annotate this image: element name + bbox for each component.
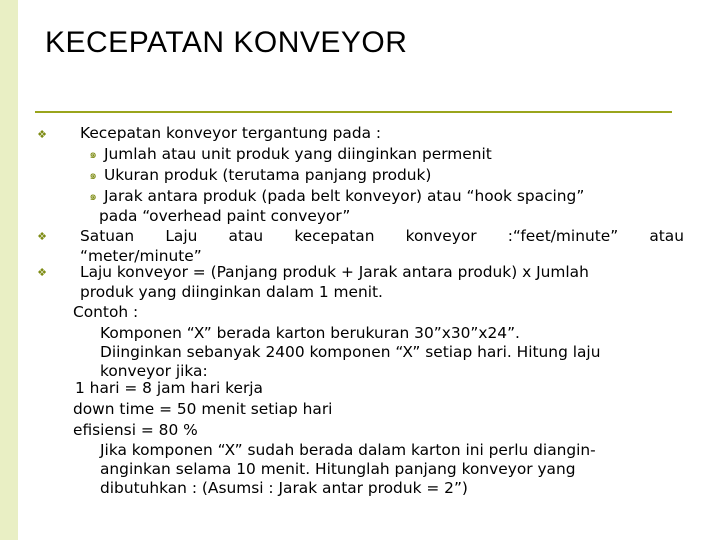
- contoh-label: Contoh :: [73, 303, 139, 321]
- spiral-bullet-icon: ๑: [89, 168, 97, 182]
- word: kecepatan: [294, 227, 375, 245]
- subbullet-2-text: Ukuran produk (terutama panjang produk): [104, 166, 432, 184]
- spiral-bullet-icon: ๑: [89, 147, 97, 161]
- question-line-1: Jika komponen “X” sudah berada dalam karton ini perlu diangin-: [100, 441, 596, 459]
- condition-2: down time = 50 menit setiap hari: [73, 400, 333, 418]
- word: Laju: [165, 227, 198, 245]
- contoh-line-2: Diinginkan sebanyak 2400 komponen “X” setiap hari. Hitung laju: [100, 343, 601, 361]
- bullet-3-line-1: Laju konveyor = (Panjang produk + Jarak antara produk) x Jumlah: [80, 263, 589, 281]
- slide-title: KECEPATAN KONVEYOR: [45, 26, 408, 59]
- bullet-2-line-1: [80, 226, 684, 246]
- condition-1: 1 hari = 8 jam hari kerja: [75, 379, 263, 397]
- question-line-2: anginkan selama 10 menit. Hitunglah panjang konveyor yang: [100, 460, 576, 478]
- bullet-1-text: Kecepatan konveyor tergantung pada :: [80, 124, 382, 142]
- contoh-line-3: konveyor jika:: [100, 362, 208, 380]
- contoh-line-1: Komponen “X” berada karton berukuran 30”x30”x24”.: [100, 324, 520, 342]
- word: atau: [228, 227, 264, 245]
- subbullet-1-text: Jumlah atau unit produk yang diinginkan permenit: [104, 145, 492, 163]
- spiral-bullet-icon: ๑: [89, 189, 97, 203]
- word: konveyor: [405, 227, 477, 245]
- question-line-3: dibutuhkan : (Asumsi : Jarak antar produk = 2”): [100, 479, 468, 497]
- bullet-3-line-2: produk yang diinginkan dalam 1 menit.: [80, 283, 383, 301]
- diamond-bullet-icon: ❖: [37, 266, 47, 279]
- subbullet-3-continuation: pada “overhead paint conveyor”: [99, 207, 351, 225]
- bullet-2-line-2: “meter/minute”: [80, 247, 202, 265]
- subbullet-3-text: Jarak antara produk (pada belt konveyor) atau “hook spacing”: [104, 187, 585, 205]
- condition-3: efisiensi = 80 %: [73, 421, 198, 439]
- word: atau: [649, 227, 684, 245]
- diamond-bullet-icon: ❖: [37, 230, 47, 243]
- diamond-bullet-icon: ❖: [37, 128, 47, 141]
- word: :“feet/minute”: [507, 227, 619, 245]
- word: Satuan: [80, 227, 135, 245]
